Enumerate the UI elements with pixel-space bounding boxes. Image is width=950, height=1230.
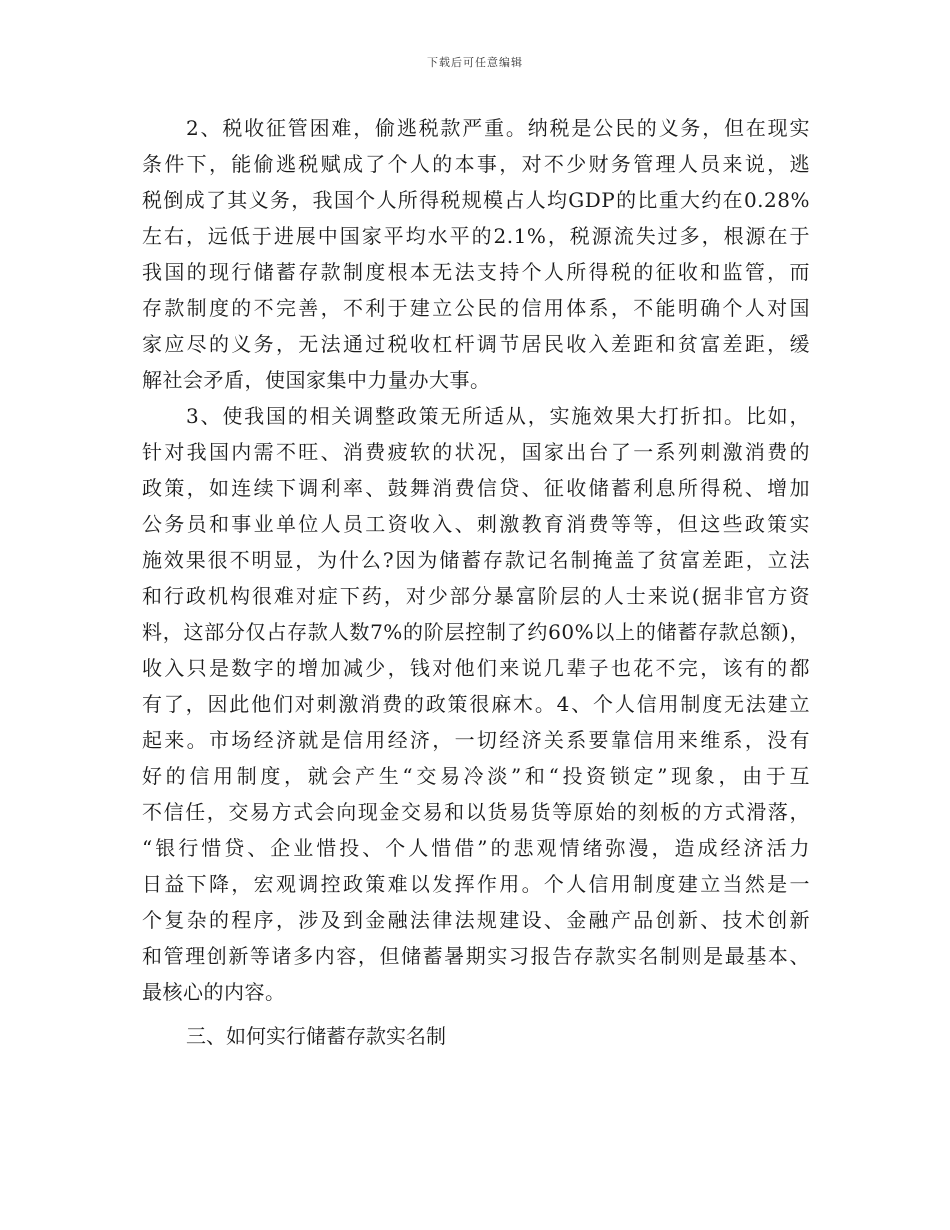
text-line: 左右，远低于进展中国家平均水平的2.1%，税源流失过多，根源在于 — [142, 224, 810, 248]
text-line: 有了，因此他们对刺激消费的政策很麻木。4、个人信用制度无法建立 — [142, 692, 810, 716]
text-line: 2、税收征管困难，偷逃税款严重。纳税是公民的义务，但在现实 — [186, 116, 810, 140]
text-line: 个复杂的程序，涉及到金融法律法规建设、金融产品创新、技术创新 — [142, 908, 810, 932]
text-line: “银行惜贷、企业惜投、个人惜借”的悲观情绪弥漫，造成经济活力 — [142, 836, 810, 860]
text-line: 解社会矛盾，使国家集中力量办大事。 — [142, 368, 491, 392]
text-line: 存款制度的不完善，不利于建立公民的信用体系，不能明确个人对国 — [142, 296, 810, 320]
text-line: 不信任，交易方式会向现金交易和以货易货等原始的刻板的方式滑落， — [142, 800, 810, 824]
text-line: 施效果很不明显，为什么?因为储蓄存款记名制掩盖了贫富差距，立法 — [142, 548, 810, 572]
text-line: 公务员和事业单位人员工资收入、刺激教育消费等等，但这些政策实 — [142, 512, 810, 536]
text-line: 好的信用制度，就会产生“交易冷淡”和“投资锁定”现象，由于互 — [142, 764, 810, 788]
text-line: 起来。市场经济就是信用经济，一切经济关系要靠信用来维系，没有 — [142, 728, 810, 752]
text-line: 最核心的内容。 — [142, 980, 286, 1004]
text-line: 家应尽的义务，无法通过税收杠杆调节居民收入差距和贫富差距，缓 — [142, 332, 810, 356]
text-line: 和行政机构很难对症下药，对少部分暴富阶层的人士来说(据非官方资 — [142, 584, 810, 608]
page-header: 下载后可任意编辑 — [427, 56, 523, 69]
paragraph-tax-evasion — [142, 110, 810, 398]
paragraph-policy-effect — [142, 398, 810, 1010]
text-line: 和管理创新等诸多内容，但储蓄暑期实习报告存款实名制则是最基本、 — [142, 944, 810, 968]
section-heading: 三、如何实行储蓄存款实名制 — [186, 1024, 446, 1048]
text-line: 3、使我国的相关调整政策无所适从，实施效果大打折扣。比如， — [186, 404, 810, 428]
text-line: 收入只是数字的增加减少，钱对他们来说几辈子也花不完，该有的都 — [142, 656, 810, 680]
text-line: 税倒成了其义务，我国个人所得税规模占人均GDP的比重大约在0.28% — [142, 188, 810, 212]
text-line: 政策，如连续下调利率、鼓舞消费信贷、征收储蓄利息所得税、增加 — [142, 476, 810, 500]
text-line: 条件下，能偷逃税赋成了个人的本事，对不少财务管理人员来说，逃 — [142, 152, 810, 176]
text-line: 我国的现行储蓄存款制度根本无法支持个人所得税的征收和监管，而 — [142, 260, 810, 284]
text-line: 日益下降，宏观调控政策难以发挥作用。个人信用制度建立当然是一 — [142, 872, 810, 896]
text-line: 料，这部分仅占存款人数7%的阶层控制了约60%以上的储蓄存款总额)， — [142, 620, 810, 644]
text-line: 针对我国内需不旺、消费疲软的状况，国家出台了一系列刺激消费的 — [142, 440, 810, 464]
document-body — [142, 110, 810, 1054]
